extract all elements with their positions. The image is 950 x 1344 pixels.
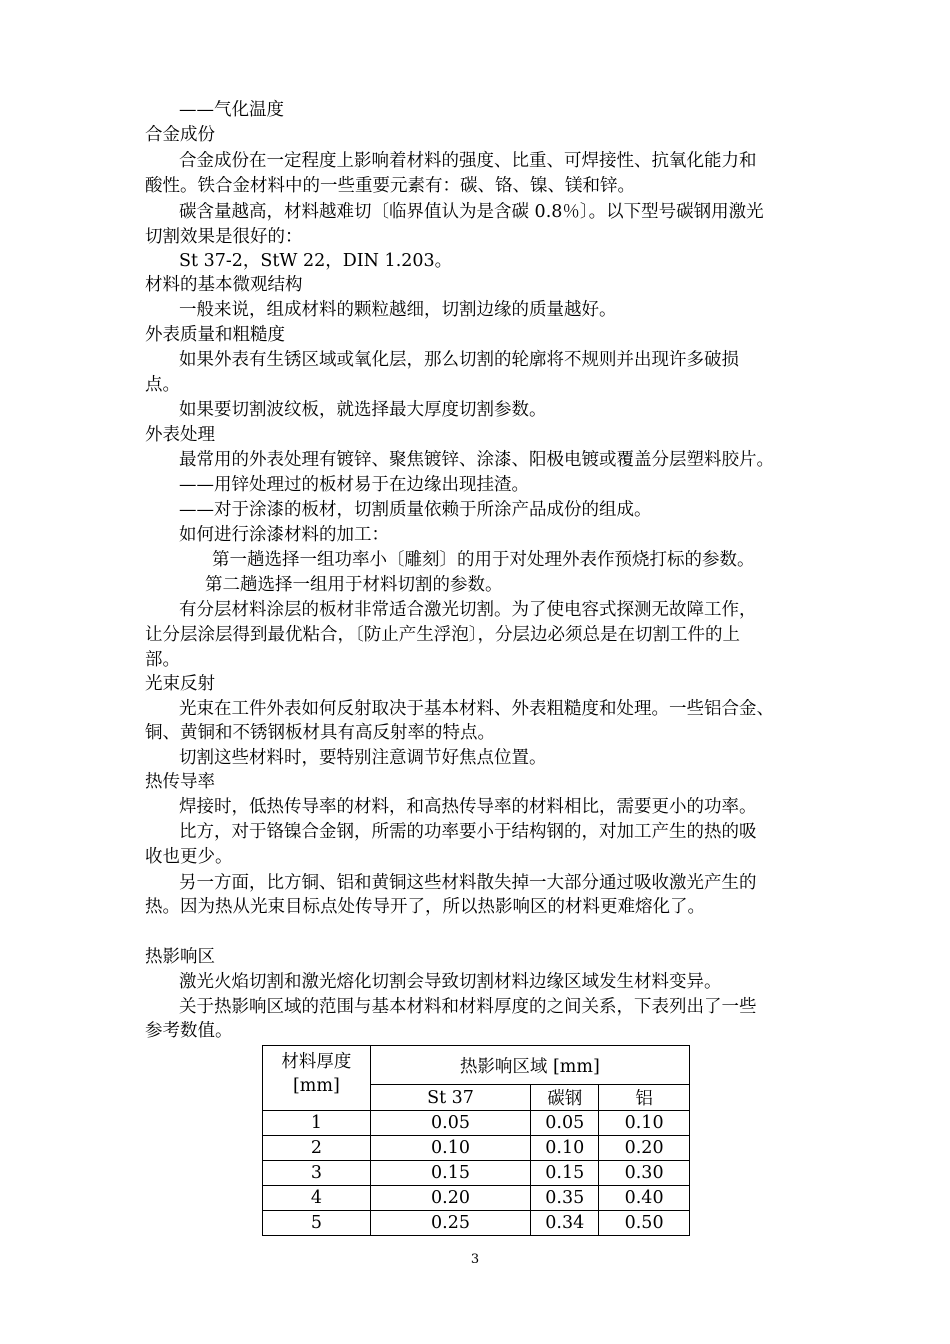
heat-zone-table: [262, 1045, 690, 1236]
table-cell: 2: [263, 1136, 371, 1161]
table-cell: 4: [263, 1186, 371, 1211]
table-row: [263, 1186, 690, 1211]
text-line: 热。因为热从光束目标点处传导开了，所以热影响区的材料更难熔化了。: [145, 897, 705, 917]
table-cell: 0.25: [370, 1211, 531, 1236]
text-line: 激光火焰切割和激光熔化切割会导致切割材料边缘区域发生材料变异。: [179, 972, 722, 992]
table-cell: 0.05: [531, 1111, 599, 1136]
table-cell: 0.20: [370, 1186, 531, 1211]
table-row: [263, 1161, 690, 1186]
section-heading: 热传导率: [145, 772, 215, 792]
table-cell: 0.15: [370, 1161, 531, 1186]
text-line: ——气化温度: [179, 100, 284, 120]
text-line: 切割这些材料时，要特别注意调节好焦点位置。: [179, 748, 547, 768]
text-line: 点。: [145, 375, 180, 395]
text-line: 焊接时，低热传导率的材料，和高热传导率的材料相比，需要更小的功率。: [179, 797, 757, 817]
section-heading: 外表处理: [145, 425, 215, 445]
text-line: 有分层材料涂层的板材非常适合激光切割。为了使电容式探测无故障工作，: [179, 600, 757, 620]
text-line: 合金成份在一定程度上影响着材料的强度、比重、可焊接性、抗氧化能力和: [179, 151, 757, 171]
text-line: ——对于涂漆的板材，切割质量依赖于所涂产品成份的组成。: [179, 500, 652, 520]
table-cell: 0.30: [599, 1161, 690, 1186]
text-line: 酸性。铁合金材料中的一些重要元素有：碳、铬、镍、镁和锌。: [145, 176, 635, 196]
text-line: 收也更少。: [145, 847, 233, 867]
table-cell: 1: [263, 1111, 371, 1136]
text-line: 碳含量越高，材料越难切〔临界值认为是含碳 0.8％〕。以下型号碳钢用激光: [179, 202, 764, 222]
text-line: 比方，对于铬镍合金钢，所需的功率要小于结构钢的，对加工产生的热的吸: [179, 822, 757, 842]
table-cell: 0.50: [599, 1211, 690, 1236]
table-row: [263, 1211, 690, 1236]
text-line: 另一方面，比方铜、铝和黄铜这些材料散失掉一大部分通过吸收激光产生的: [179, 873, 757, 893]
column-header: 铝: [599, 1085, 690, 1111]
table-cell: 0.15: [531, 1161, 599, 1186]
table-cell: 0.10: [599, 1111, 690, 1136]
text-line: 最常用的外表处理有镀锌、聚焦镀锌、涂漆、阳极电镀或覆盖分层塑料胶片。: [179, 450, 774, 470]
table-cell: 0.20: [599, 1136, 690, 1161]
zone-header: 热影响区域 [mm]: [370, 1046, 689, 1085]
text-line: 关于热影响区域的范围与基本材料和材料厚度的之间关系，下表列出了一些: [179, 997, 757, 1017]
column-header: St 37: [370, 1085, 531, 1111]
table-cell: 5: [263, 1211, 371, 1236]
section-heading: 热影响区: [145, 947, 215, 967]
text-line: 如果要切割波纹板，就选择最大厚度切割参数。: [179, 400, 547, 420]
text-line: 部。: [145, 650, 180, 670]
section-heading: 光束反射: [145, 674, 215, 694]
text-line: St 37-2，StW 22，DIN 1.203。: [179, 251, 453, 271]
page-number: 3: [470, 1252, 480, 1267]
table-cell: 3: [263, 1161, 371, 1186]
text-line: 光束在工件外表如何反射取决于基本材料、外表粗糙度和处理。一些铝合金、: [179, 699, 774, 719]
table-cell: 0.10: [370, 1136, 531, 1161]
column-header: 碳钢: [531, 1085, 599, 1111]
section-heading: 外表质量和粗糙度: [145, 325, 285, 345]
text-line: 一般来说，组成材料的颗粒越细，切割边缘的质量越好。: [179, 300, 617, 320]
text-line: 第一趟选择一组功率小〔雕刻〕的用于对处理外表作预烧打标的参数。: [212, 550, 755, 570]
table-cell: 0.05: [370, 1111, 531, 1136]
section-heading: 合金成份: [145, 125, 215, 145]
text-line: 参考数值。: [145, 1021, 233, 1041]
text-line: 切割效果是很好的：: [145, 227, 303, 247]
table-row: [263, 1136, 690, 1161]
text-line: 让分层涂层得到最优粘合，〔防止产生浮泡〕，分层边必须总是在切割工件的上: [145, 625, 740, 645]
table-cell: 0.40: [599, 1186, 690, 1211]
section-heading: 材料的基本微观结构: [145, 275, 303, 295]
table-cell: 0.35: [531, 1186, 599, 1211]
table-row: [263, 1111, 690, 1136]
text-line: 如果外表有生锈区域或氧化层，那么切割的轮廓将不规则并出现许多破损: [179, 350, 739, 370]
text-line: 铜、黄铜和不锈钢板材具有高反射率的特点。: [145, 723, 495, 743]
table-cell: 0.10: [531, 1136, 599, 1161]
text-line: 第二趟选择一组用于材料切割的参数。: [205, 575, 503, 595]
table-cell: 0.34: [531, 1211, 599, 1236]
thickness-header: 材料厚度 [mm]: [263, 1046, 371, 1111]
text-line: ——用锌处理过的板材易于在边缘出现挂渣。: [179, 475, 529, 495]
text-line: 如何进行涂漆材料的加工：: [179, 525, 389, 545]
